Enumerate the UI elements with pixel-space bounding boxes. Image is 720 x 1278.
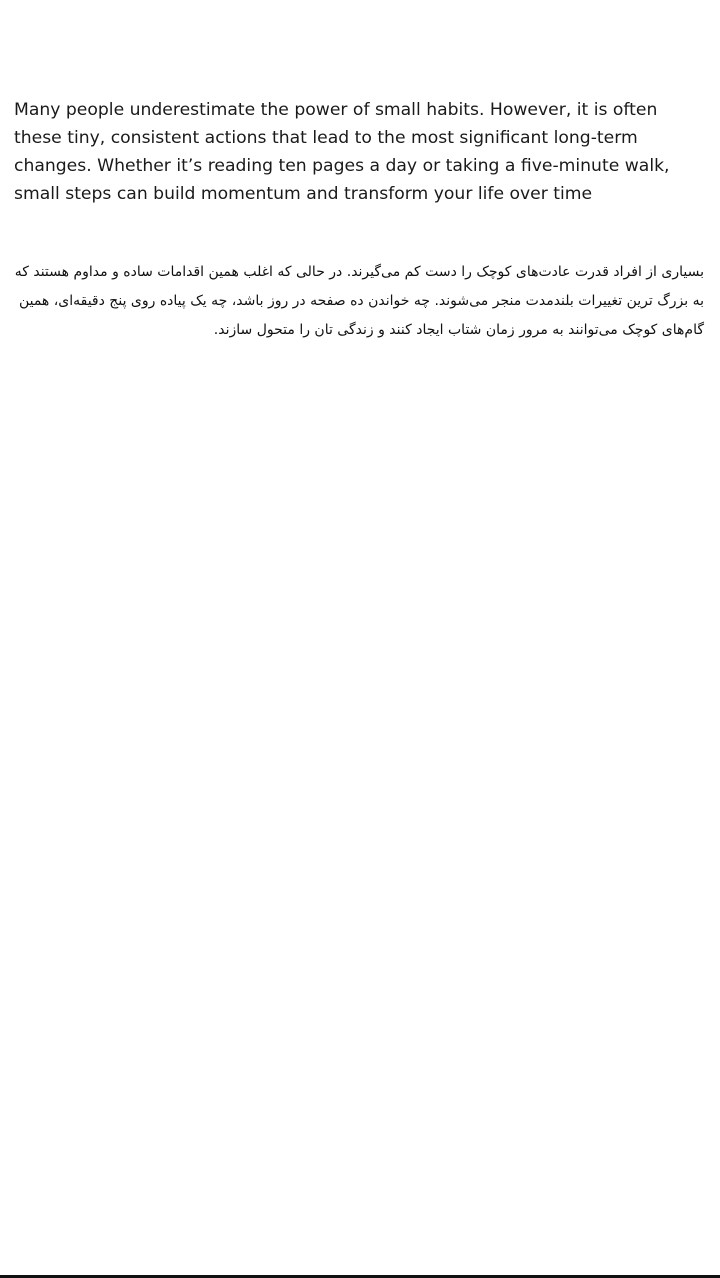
persian-paragraph: بسیاری از افراد قدرت عادت‌های کوچک را دست کم می‌گیرند. در حالی که اغلب همین اقدامات ساده و مداوم هستند که به بزرگ ترین تغییرات بلندمدت منجر می‌شوند. چه خواندن ده صفحه در روز باشد، چه یک پیاده روی پنج دقیقه‌ای، همین گام‌های کوچک می‌توانند به مرور زمان شتاب ایجاد کنند و زندگی تان را متحول سازند. (14, 264, 704, 338)
english-paragraph: Many people underestimate the power of small habits. However, it is often these tiny, consistent actions that lead to the most significant long-term changes. Whether it’s reading ten pages a day or taking a five-minute walk, small steps can build momentum and transform your life over time (14, 100, 670, 204)
